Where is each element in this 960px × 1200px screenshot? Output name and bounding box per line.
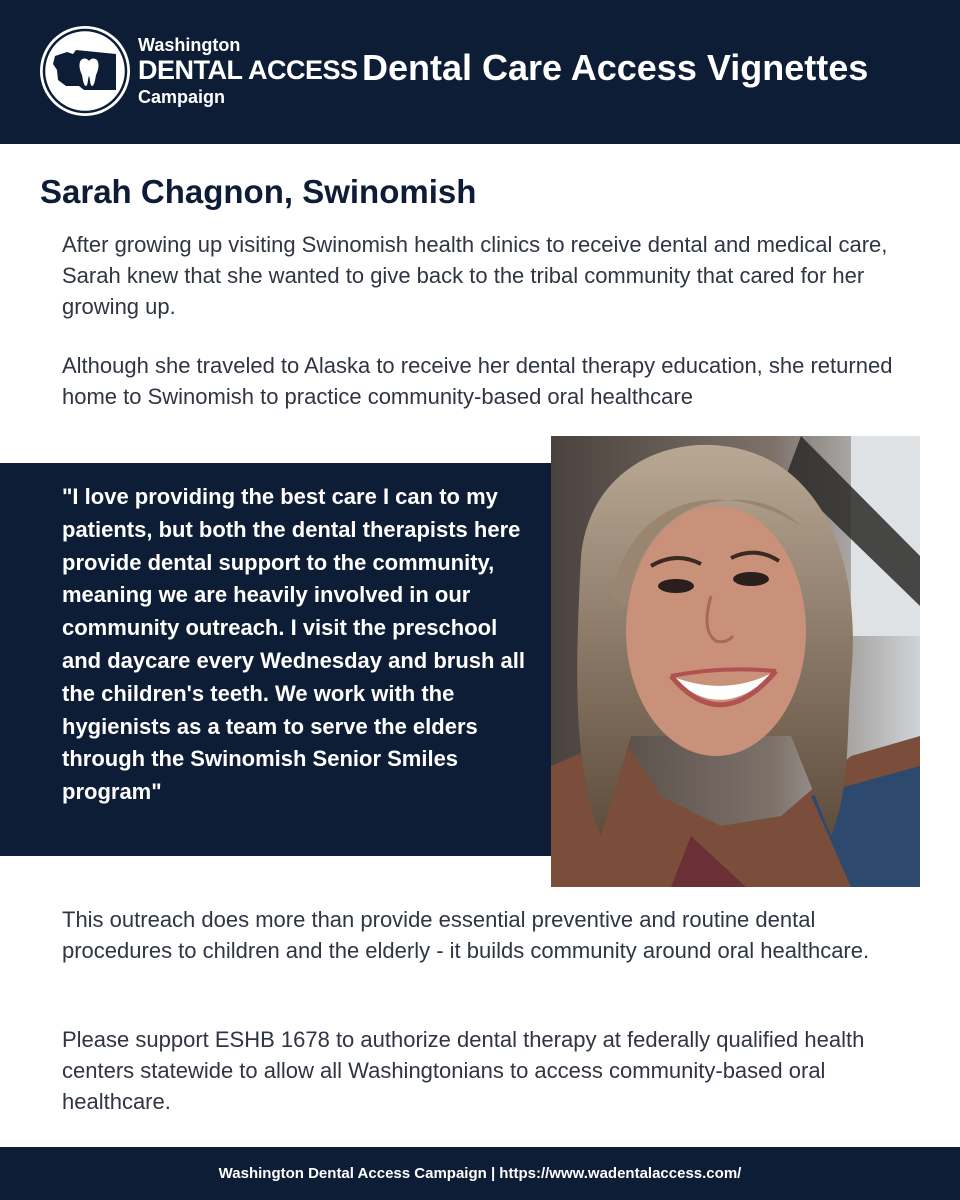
washington-state-tooth-icon (40, 26, 130, 116)
logo-badge (40, 26, 130, 116)
profile-photo (551, 436, 920, 887)
portrait-illustration (551, 436, 920, 887)
quote-text: "I love providing the best care I can to my patients, but both the dental therapists here provide dental support to the community, meaning we are heavily involved in our community outreach. I visit the preschool and daycare every Wednesday and brush all the children's teeth. We work with the hygienists as a team to serve the elders through the Swinomish Senior Smiles program" (62, 484, 526, 805)
intro-paragraph: After growing up visiting Swinomish health clinics to receive dental and medical care, Sarah knew that she wanted to give back to the tribal community that cared for her growing up. (62, 232, 888, 319)
logo-wordmark (138, 36, 358, 106)
footer-text: Washington Dental Access Campaign | https://www.wadentalaccess.com/ (218, 1165, 742, 1182)
call-to-action-paragraph: Please support ESHB 1678 to authorize dental therapy at federally qualified health centers statewide to allow all Washingtonians to access community-based oral healthcare. (62, 1027, 865, 1114)
education-paragraph: Although she traveled to Alaska to receive her dental therapy education, she returned home to Swinomish to practice community-based oral healthcare (62, 353, 893, 409)
outreach-paragraph: This outreach does more than provide essential preventive and routine dental procedures to children and the elderly - it builds community around oral healthcare. (62, 907, 870, 963)
profile-name: Sarah Chagnon, Swinomish (40, 173, 477, 210)
header (0, 0, 960, 144)
logo-line-dental-access: DENTAL ACCESS (138, 55, 358, 85)
logo-line-washington: Washington (138, 35, 241, 55)
page-title: Dental Care Access Vignettes (362, 47, 869, 88)
logo-line-campaign: Campaign (138, 87, 226, 107)
footer (0, 1147, 960, 1200)
